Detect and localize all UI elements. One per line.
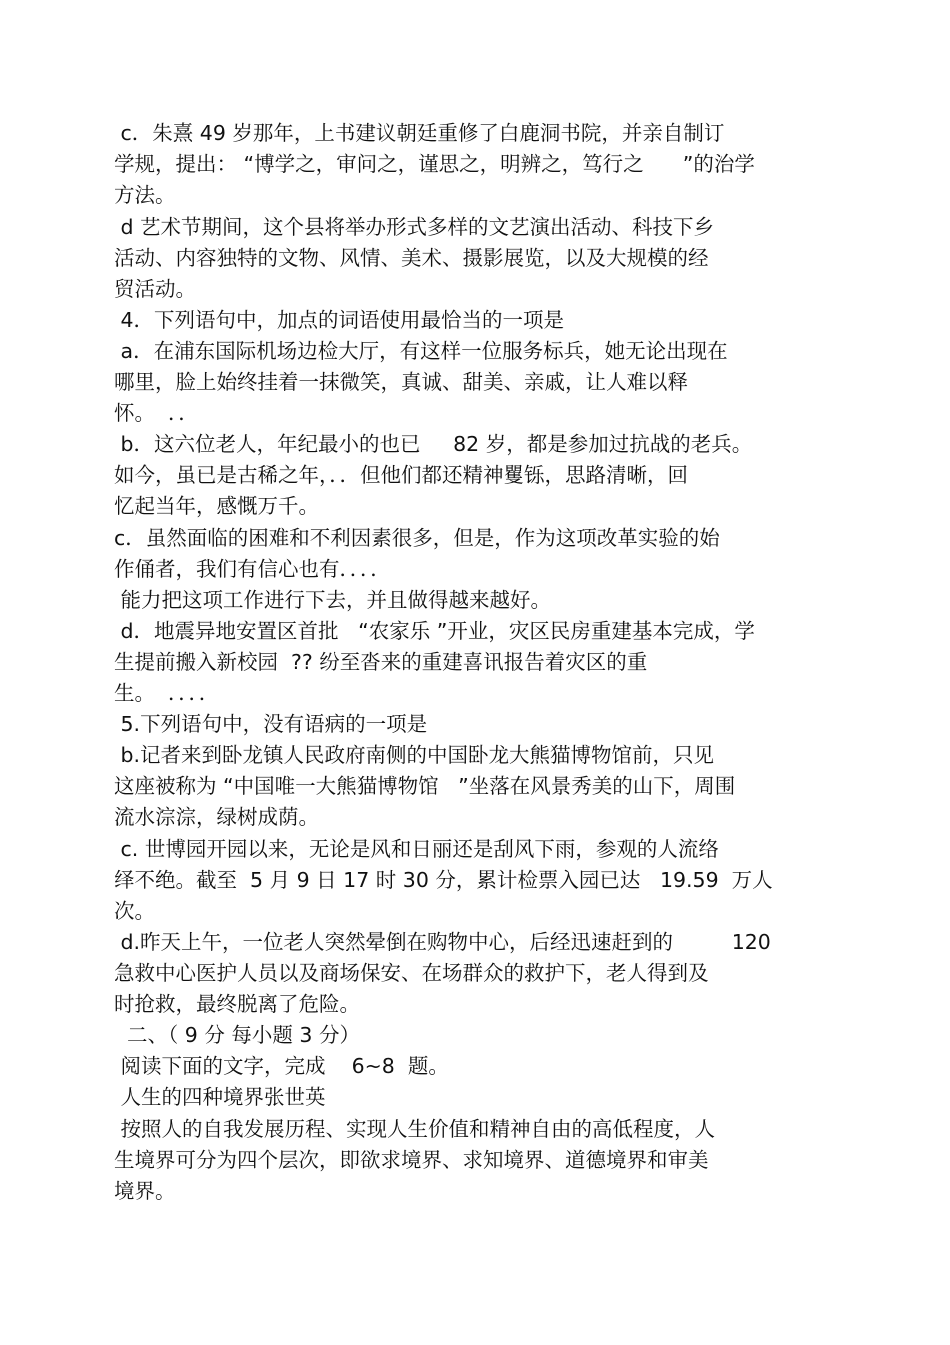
question-heading: 5.下列语句中，没有语病的一项是 [114,712,428,736]
text-line: 学规，提出： “博学之，审问之，谨思之，明辨之，笃行之 ”的治学 [114,152,755,176]
text-line: 急救中心医护人员以及商场保安、在场群众的救护下，老人得到及 [114,961,709,985]
text-line: 作俑者，我们有信心也有．．．． [114,557,391,581]
text-line: 阅读下面的文字，完成 6~8 题。 [114,1054,449,1078]
text-line: 活动、内容独特的文物、风情、美术、摄影展览，以及大规模的经 [114,246,709,270]
text-line: b．这六位老人，年纪最小的也已 82 岁，都是参加过抗战的老兵。 [114,432,753,456]
text-line: 方法。 [114,183,176,207]
text-line: 生。 ．．．． [114,681,220,705]
text-line: 境界。 [114,1179,176,1203]
text-line: 如今，虽已是古稀之年，．．但他们都还精神矍铄，思路清晰，回 [114,463,688,487]
text-line: c．虽然面临的困难和不利因素很多，但是，作为这项改革实验的始 [114,526,720,550]
section-heading: 二、（ 9 分 每小题 3 分） [114,1023,360,1047]
question-heading: 4．下列语句中，加点的词语使用最恰当的一项是 [114,308,565,332]
text-line: 绎不绝。截至 5 月 9 日 17 时 30 分，累计检票入园已达 19.59 万人 [114,868,773,892]
text-line: c. 世博园开园以来，无论是风和日丽还是刮风下雨，参观的人流络 [114,837,719,861]
text-line: 能力把这项工作进行下去，并且做得越来越好。 [114,588,552,612]
text-line: 贸活动。 [114,277,196,301]
text-line: a．在浦东国际机场边检大厅，有这样一位服务标兵，她无论出现在 [114,339,728,363]
text-line: 流水淙淙，绿树成荫。 [114,805,319,829]
text-line: 怀。 ．． [114,401,199,425]
text-line: 按照人的自我发展历程、实现人生价值和精神自由的高低程度，人 [114,1117,716,1141]
text-line: 忆起当年，感慨万千。 [114,494,319,518]
text-line: d 艺术节期间，这个县将举办形式多样的文艺演出活动、科技下乡 [114,215,715,239]
text-line: 次。 [114,899,155,923]
text-line: 生境界可分为四个层次，即欲求境界、求知境界、道德境界和审美 [114,1148,709,1172]
text-line: 哪里，脸上始终挂着一抹微笑，真诚、甜美、亲戚，让人难以释 [114,370,688,394]
text-line: d．地震异地安置区首批 “农家乐 ”开业，灾区民房重建基本完成，学 [114,619,755,643]
text-line: 这座被称为 “中国唯一大熊猫博物馆 ”坐落在风景秀美的山下，周围 [114,774,736,798]
text-line: b.记者来到卧龙镇人民政府南侧的中国卧龙大熊猫博物馆前，只见 [114,743,715,767]
text-line: 时抢救，最终脱离了危险。 [114,992,360,1016]
text-line: c．朱熹 49 岁那年，上书建议朝廷重修了白鹿洞书院，并亲自制订 [114,121,725,145]
article-title: 人生的四种境界张世英 [114,1085,326,1109]
text-line: 生提前搬入新校园 ?? 纷至沓来的重建喜讯报告着灾区的重 [114,650,648,674]
text-line: d.昨天上午，一位老人突然晕倒在购物中心，后经迅速赶到的 120 [114,930,771,954]
